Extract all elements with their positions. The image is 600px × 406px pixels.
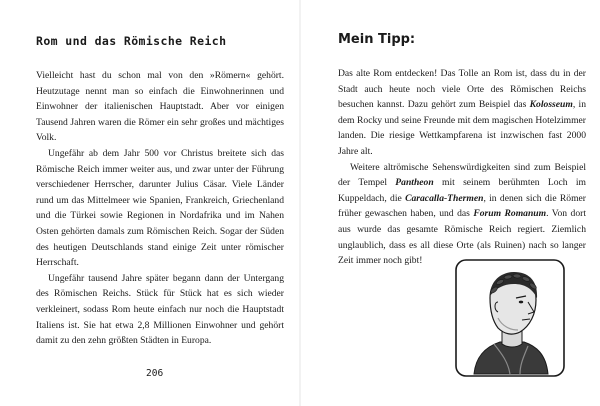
roman-emperor-bust-icon <box>454 258 566 378</box>
paragraph <box>338 160 586 269</box>
chapter-heading: Rom und das Römische Reich <box>36 34 227 48</box>
paragraph: Vielleicht hast du schon mal von den »Römern« gehört. Heutzutage nennt man so einfach die Einwohnerinnen und Einwohner der italienischen Hauptstadt. Aber vor einigen Tausend Jahren waren die Römer ein sehr großes und mächtiges Volk. <box>36 70 284 144</box>
text-run: mit seinem berühmten Loch im Kuppeldach, die <box>338 177 586 204</box>
left-body-text <box>36 68 284 349</box>
paragraph: Ungefähr tausend Jahre später begann dann der Untergang des Römischen Reichs. Stück für Stück hat es sich wieder verkleinert, sodass Rom heute einfach nur noch die Hauptstadt Italiens ist. Sie hat etwa 2,8 Millionen Einwohner und gehört damit zu den zehn größten Städten in Europa. <box>36 272 284 347</box>
text-run: . Von dort aus wurde das gesamte Römische Reich regiert. Ziemlich unglaublich, dass es all diese Orte (als Ruinen) nach so langer Zeit immer noch gibt! <box>338 208 586 267</box>
text-run: Weitere altrömische Sehenswürdigkeiten sind zum Beispiel der Tempel <box>338 161 586 189</box>
place-name: Forum Romanum <box>473 208 547 220</box>
text-run: , in dem Rocky und seine Freunde mit dem magischen Hotelzimmer landen. Die riesige Wettkampfarena ist inzwischen fast 2000 Jahre alt. <box>338 99 586 157</box>
place-name: Pantheon <box>395 177 434 189</box>
place-name: Kolosseum <box>529 99 573 111</box>
page-number: 206 <box>146 368 164 379</box>
text-run: Das alte Rom entdecken! Das Tolle an Rom ist, dass du in der Stadt auch heute noch viele Orte des Römischen Reichs besuchen kannst. Dazu gehört zum Beispiel das <box>338 68 586 111</box>
paragraph: Ungefähr ab dem Jahr 500 vor Christus breitete sich das Römische Reich immer weiter aus, und zwar unter der Führung verschiedener Herrscher, darunter Julius Cäsar. Viele Länder rund um das Mittelmeer wie Spanien, Frankreich, Griechenland und die Türkei sowie Regionen in Nordafrika und im Nahen Osten gehörten damals zum Römischen Reich. Sogar der Süden des heutigen Deutschlands stand einige Zeit unter römischer Herrschaft. <box>36 147 284 269</box>
right-body-text <box>338 66 586 269</box>
paragraph <box>338 66 586 160</box>
place-name: Caracalla-Thermen <box>405 192 484 204</box>
text-run: , in denen sich die Römer früher gewaschen haben, und das <box>338 192 586 220</box>
book-gutter <box>299 0 301 406</box>
tip-heading: Mein Tipp: <box>338 32 416 47</box>
